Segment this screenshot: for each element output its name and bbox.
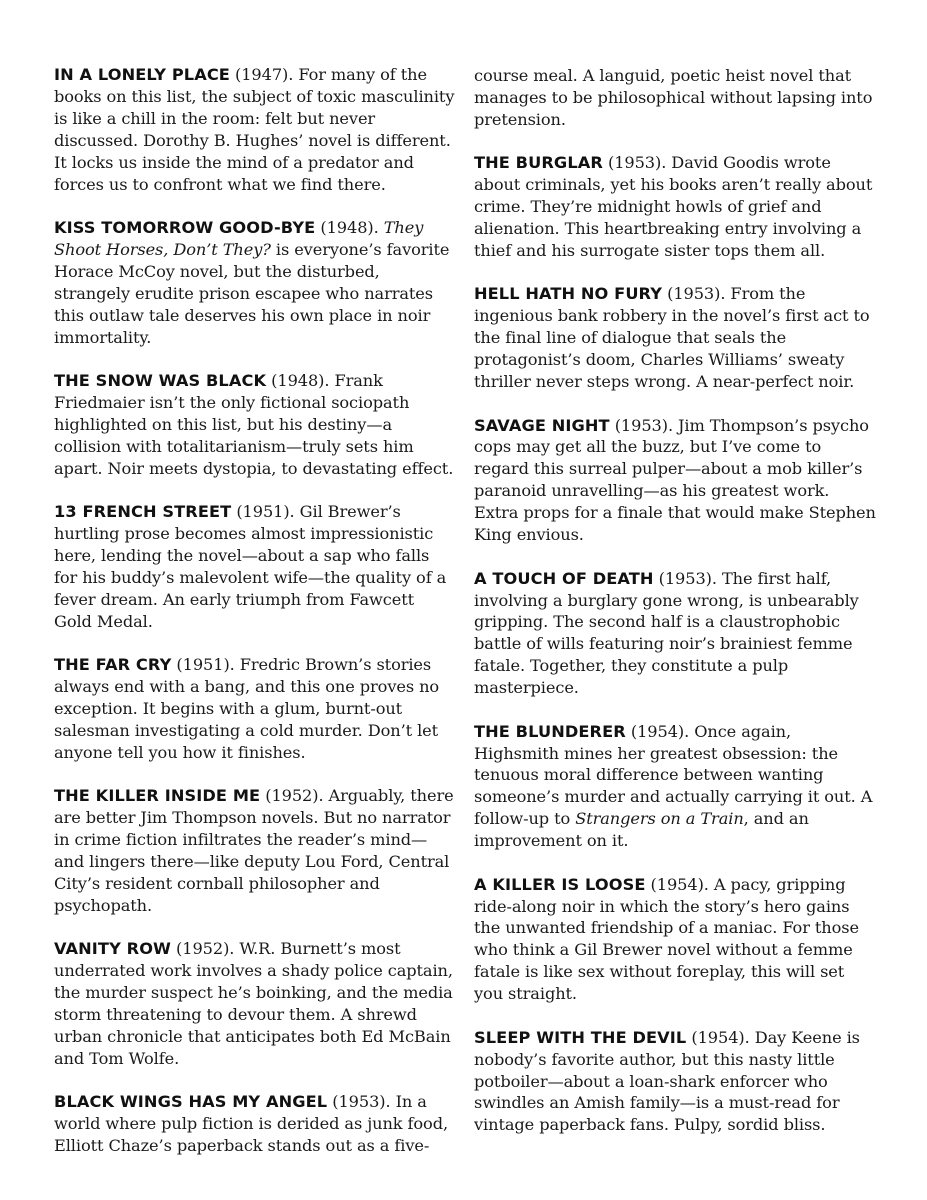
entry-year: (1951). [231, 502, 295, 522]
entry-year: (1953). [327, 1092, 391, 1112]
entry-13-french-street [54, 501, 456, 632]
entry-text: From the ingenious bank robbery in the novel’s first act to the final line of dialogue that seals the protagonist’s doom, Charles Williams’ sweaty thriller never steps wrong. A near-perfect noir. [474, 284, 870, 392]
entry-year: (1954). [645, 874, 709, 894]
entry-title: A TOUCH OF DEATH [474, 568, 654, 588]
entry-title: THE BLUNDERER [474, 721, 626, 741]
entry-text: Arguably, there are better Jim Thompson novels. But no narrator in crime fiction infiltrates the reader’s mind—and lingers there—like deputy Lou Ford, Central City’s resident cornball philosopher and psychopath. [54, 786, 454, 915]
entry-title: VANITY ROW [54, 939, 172, 959]
entry-text: David Goodis wrote about criminals, yet his books aren’t really about crime. They’re midnight howls of grief and alienation. This heartbreaking entry involving a thief and his surrogate sister tops them all. [474, 153, 873, 260]
entry-the-killer-inside-me [54, 785, 456, 916]
entry-year: (1953). [602, 153, 667, 173]
entry-hell-hath-no-fury [474, 283, 876, 393]
entry-text: A pacy, gripping ride-along noir in which the story’s hero gains the unwanted friendship of a maniac. For those who think a Gil Brewer novel without a femme fatale is like sex without foreplay, this will set you straight. [474, 874, 859, 1004]
entry-the-blunderer [474, 721, 876, 852]
entry-text-after: , and an improvement on it. [474, 809, 809, 851]
entry-vanity-row [54, 938, 456, 1069]
entry-text: In a world where pulp fiction is derided as junk food, Elliott Chaze’s paperback stands out as a five- [54, 1092, 449, 1156]
entry-text: For many of the books on this list, the subject of toxic masculinity is like a chill in the room: felt but never discussed. Dorothy B. Hughes’ novel is different. It locks us inside the mind of a predator and forces us to confront what we find there. [54, 65, 455, 194]
entry-title: 13 FRENCH STREET [54, 502, 232, 522]
entry-year: (1953). [653, 568, 717, 588]
entry-year: (1948). [266, 371, 330, 391]
entry-text: Gil Brewer’s hurtling prose becomes almost impressionistic here, lending the novel—about a sap who falls for his buddy’s malevolent wife—the quality of a fever dream. An early triumph from Fawcett Gold Medal. [54, 502, 447, 631]
entry-title: BLACK WINGS HAS MY ANGEL [54, 1092, 328, 1112]
entry-continuation: course meal. A languid, poetic heist novel that manages to be philosophical without lapsing into pretension. [474, 66, 873, 129]
entry-title: IN A LONELY PLACE [54, 65, 230, 84]
entry-title: A KILLER IS LOOSE [474, 874, 646, 894]
entry-the-snow-was-black [54, 370, 456, 480]
entry-text: The first half, involving a burglary gone wrong, is unbearably gripping. The second half is a claustrophobic battle of wills featuring noir’s brainiest femme fatale. Together, they constitute a pulp masterpiece. [474, 568, 859, 698]
entry-a-touch-of-death [474, 568, 876, 699]
entry-title: THE SNOW WAS BLACK [54, 371, 267, 391]
entry-title: KISS TOMORROW GOOD-BYE [54, 218, 316, 238]
left-column [54, 64, 456, 1179]
entry-the-burglar [474, 152, 876, 262]
entry-title: THE FAR CRY [54, 655, 172, 675]
entry-title: THE KILLER INSIDE ME [54, 786, 261, 806]
entry-year: (1947). [229, 65, 294, 84]
entry-the-far-cry [54, 654, 456, 764]
right-column [474, 65, 876, 1158]
entry-italic-reference: They Shoot Horses, Don’t They? [54, 218, 424, 259]
entry-year: (1953). [609, 415, 673, 435]
entry-year: (1952). [171, 939, 235, 959]
entry-year: (1954). [625, 721, 690, 741]
entry-text: Once again, Highsmith mines her greatest obsession: the tenuous moral difference between wanting someone’s murder and actually carrying it out. A follow-up to [474, 721, 873, 829]
entry-title: HELL HATH NO FURY [474, 284, 663, 304]
entry-a-killer-is-loose [474, 874, 876, 1005]
entry-title: SAVAGE NIGHT [474, 415, 610, 435]
entry-black-wings-has-my-angel [54, 1091, 456, 1157]
entry-title: THE BURGLAR [474, 153, 603, 173]
entry-in-a-lonely-place [54, 64, 456, 195]
entry-savage-night [474, 415, 876, 546]
entry-sleep-with-the-devil [474, 1027, 876, 1137]
entry-year: (1954). [686, 1027, 750, 1047]
entry-year: (1951). [171, 655, 235, 675]
entry-title: SLEEP WITH THE DEVIL [474, 1027, 687, 1047]
entry-text: Frank Friedmaier isn’t the only fictional sociopath highlighted on this list, but his destiny—a collision with totalitarianism—truly sets him apart. Noir meets dystopia, to devastating effect. [54, 371, 454, 478]
entry-text: W.R. Burnett’s most underrated work involves a shady police captain, the murder suspect he’s boinking, and the media storm threatening to devour them. A shrewd urban chronicle that anticipates both Ed McBain and Tom Wolfe. [54, 939, 453, 1068]
entry-italic-reference: Strangers on a Train [575, 809, 744, 829]
entry-year: (1953). [662, 284, 726, 304]
entry-year: (1948). [315, 218, 379, 238]
entry-text: is everyone’s favorite Horace McCoy novel, but the disturbed, strangely erudite prison escapee who narrates this outlaw tale deserves his own place in noir immortality. [54, 239, 450, 347]
entry-text: Day Keene is nobody’s favorite author, but this nasty little potboiler—about a loan-shark enforcer who swindles an Amish family—is a must-read for vintage paperback fans. Pulpy, sordid bliss. [474, 1027, 860, 1135]
entry-year: (1952). [260, 786, 324, 806]
entry-text: Jim Thompson’s psycho cops may get all the buzz, but I’ve come to regard this surreal pulper—about a mob killer’s paranoid unravelling—as his greatest work. Extra props for a finale that would make Stephen King envious. [474, 415, 876, 545]
entry-kiss-tomorrow-good-bye [54, 217, 456, 348]
entry-text: Fredric Brown’s stories always end with a bang, and this one proves no exception. It begins with a glum, burnt-out salesman investigating a cold murder. Don’t let anyone tell you how it finishes. [54, 655, 440, 762]
